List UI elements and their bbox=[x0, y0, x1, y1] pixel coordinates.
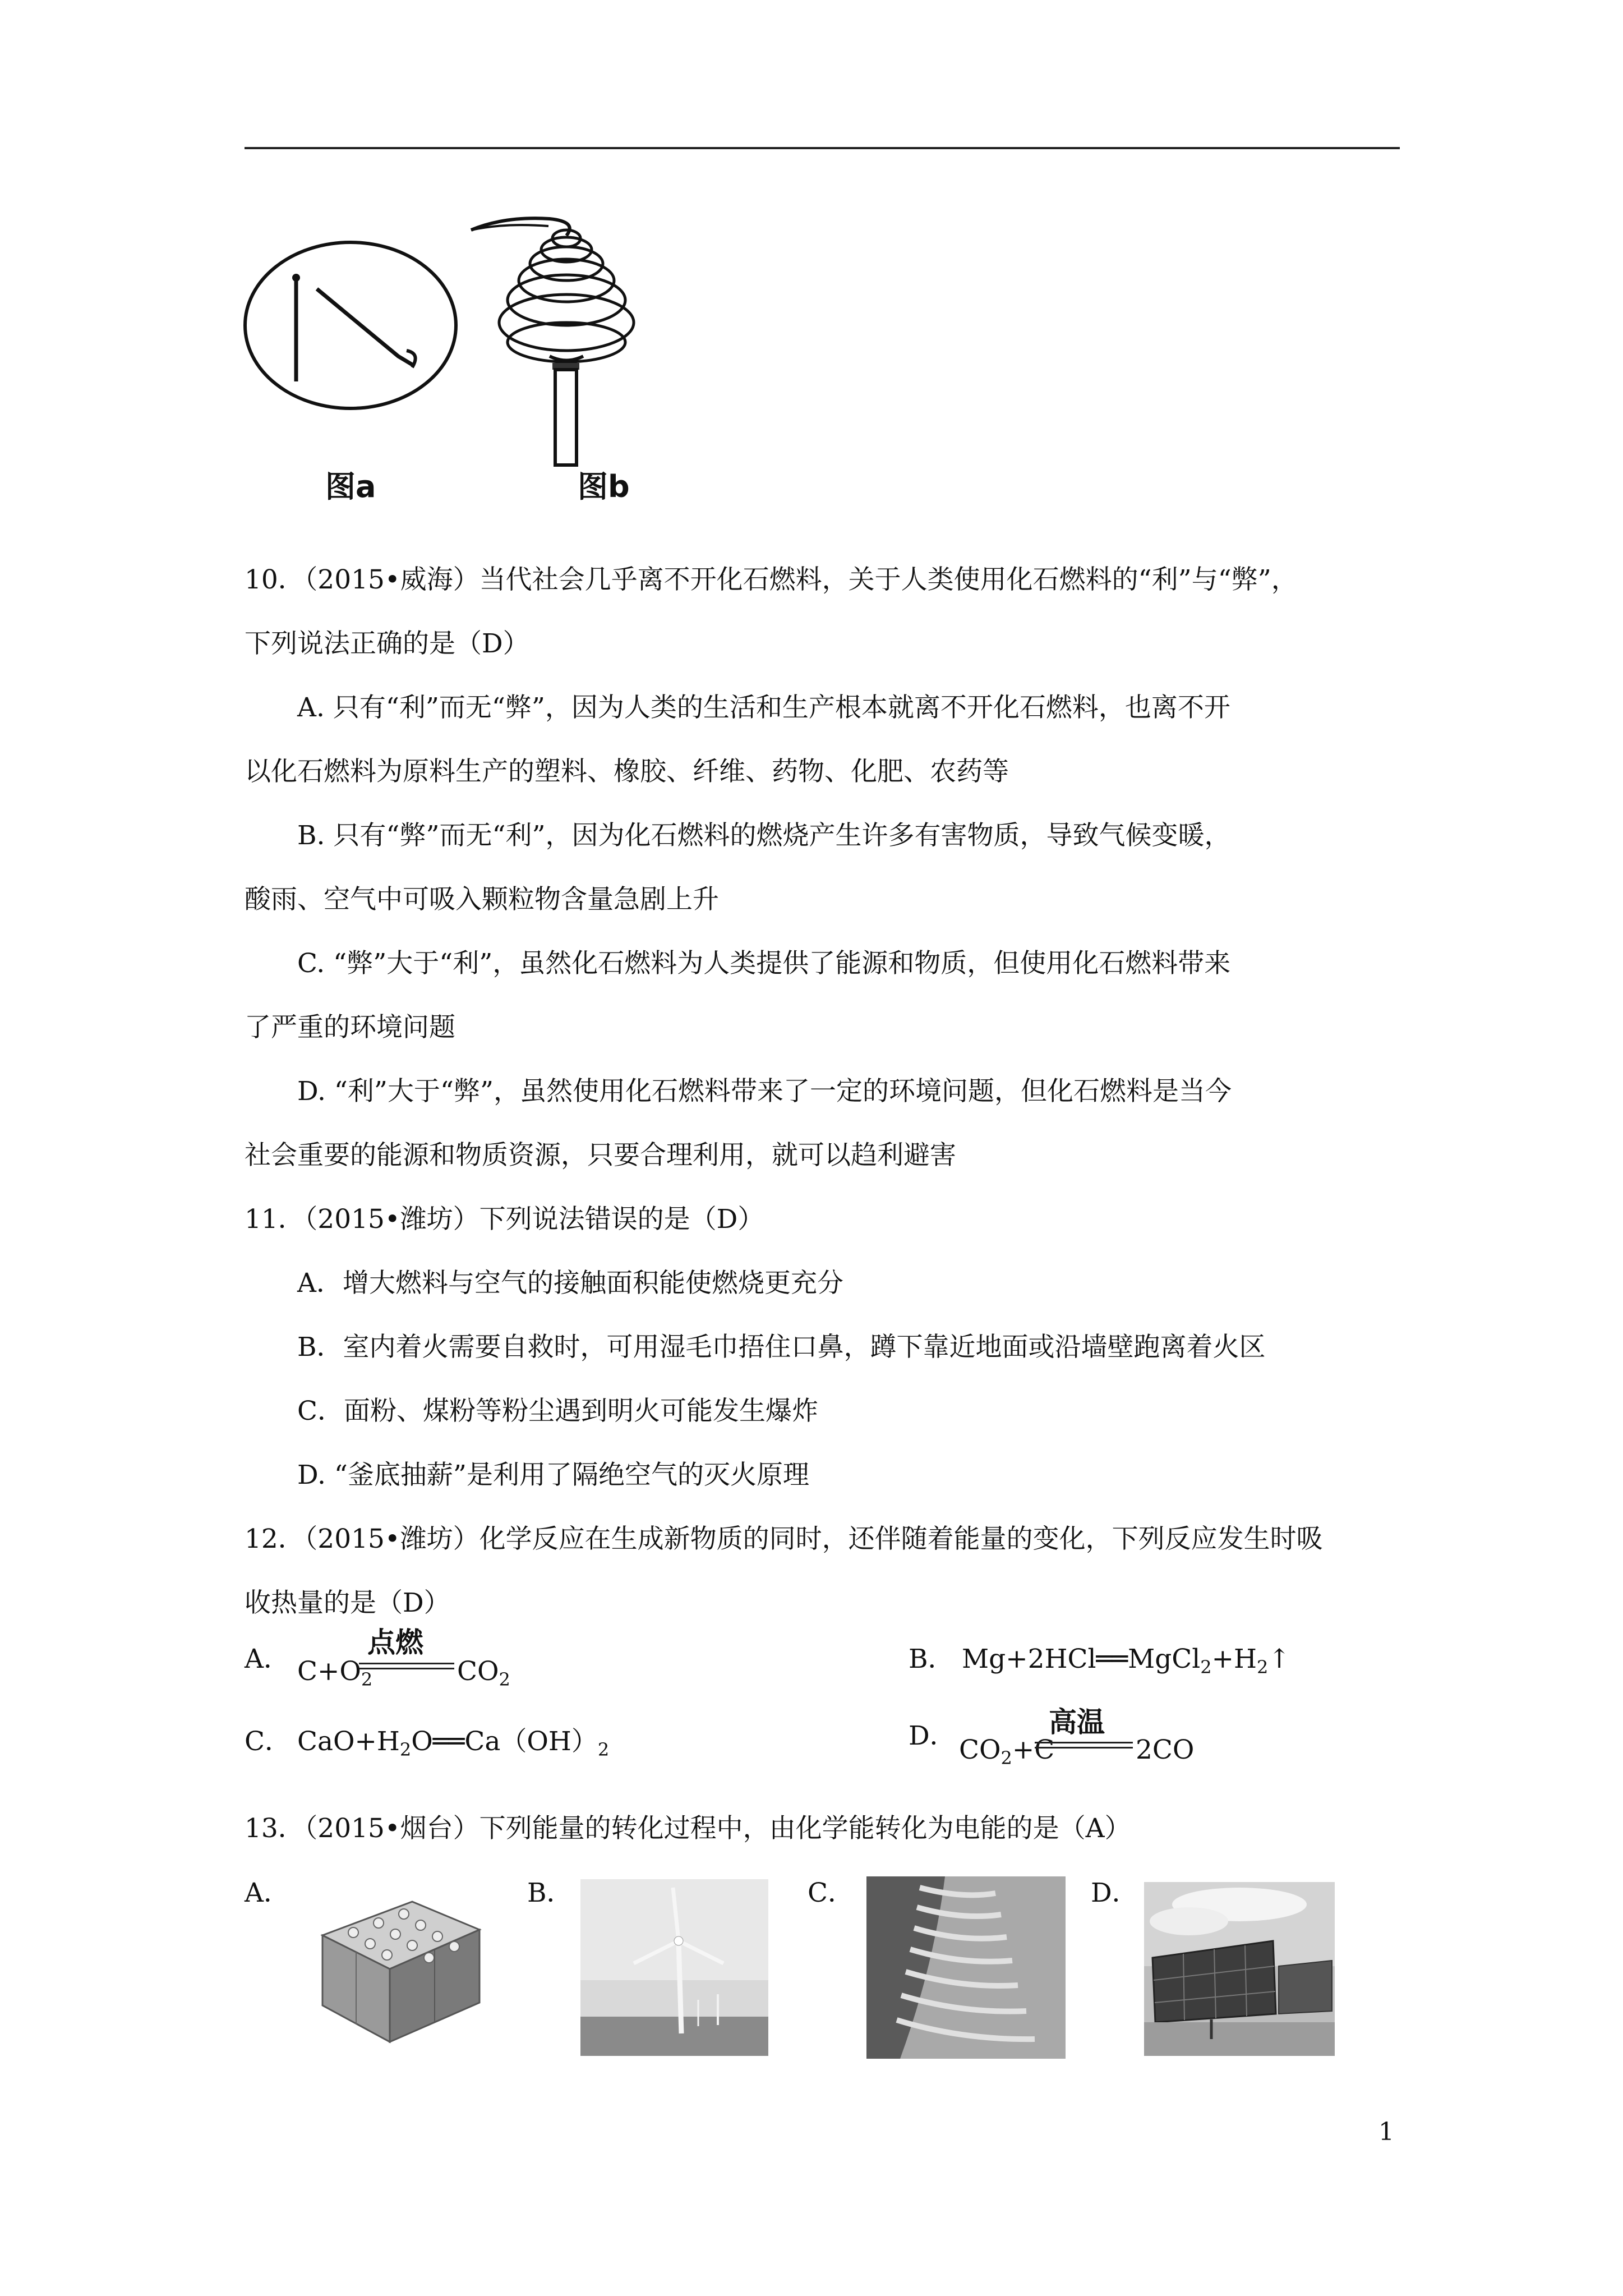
q12-c-equation-part2: O══Ca（OH） bbox=[411, 1726, 598, 1757]
q11-option-a: A．增大燃料与空气的接触面积能使燃烧更充分 bbox=[297, 1268, 843, 1299]
q10-option-c-line2: 了严重的环境问题 bbox=[245, 1012, 455, 1043]
q12-c-subscript2: 2 bbox=[597, 1739, 610, 1760]
q12-d-equals-sign bbox=[1035, 1742, 1133, 1749]
q12-b-equation-part1: Mg+2HCl══MgCl bbox=[962, 1644, 1201, 1674]
q12-a-reactants: C+O bbox=[297, 1656, 361, 1687]
q12-a-product-subscript: 2 bbox=[499, 1669, 510, 1690]
q12-option-c-label: C． bbox=[245, 1726, 291, 1757]
q12-stem-line1: 12．（2015•潍坊）化学反应在生成新物质的同时，还伴随着能量的变化，下列反应发生时吸 bbox=[245, 1524, 1323, 1554]
q10-option-b-line1: B. 只有“弊”而无“利”，因为化石燃料的燃烧产生许多有害物质，导致气候变暖， bbox=[297, 820, 1231, 851]
q11-option-c: C．面粉、煤粉等粉尘遇到明火可能发生爆炸 bbox=[297, 1396, 818, 1427]
q12-c-equation-part1: CaO+H bbox=[297, 1726, 400, 1757]
header-rule bbox=[245, 147, 1400, 149]
battery-pack-image bbox=[300, 1879, 491, 2059]
q12-stem-line2: 收热量的是（D） bbox=[245, 1588, 450, 1618]
q12-d-condition: 高温 bbox=[1049, 1706, 1105, 1738]
q13-stem: 13．（2015•烟台）下列能量的转化过程中，由化学能转化为电能的是（A） bbox=[245, 1813, 1131, 1844]
heat-exchanger-fins-image bbox=[866, 1876, 1066, 2059]
q12-d-reactant-subscript: 2 bbox=[1000, 1747, 1012, 1769]
q13-option-d-label: D． bbox=[1091, 1878, 1138, 1908]
q12-b-equation-part2: +H bbox=[1211, 1644, 1257, 1674]
q12-b-gas-arrow: ↑ bbox=[1268, 1644, 1290, 1674]
figure-b-caption: 图b bbox=[578, 469, 630, 504]
q13-option-b-label: B． bbox=[527, 1878, 573, 1908]
q10-option-a-line2: 以化石燃料为原料生产的塑料、橡胶、纤维、药物、化肥、农药等 bbox=[245, 756, 1009, 787]
q12-option-d-label: D． bbox=[909, 1720, 956, 1751]
q13-option-a-label: A． bbox=[245, 1878, 290, 1908]
q12-option-a-product bbox=[457, 1655, 510, 1696]
q10-option-c-line1: C. “弊”大于“利”，虽然化石燃料为人类提供了能源和物质，但使用化石燃料带来 bbox=[297, 948, 1231, 979]
q12-c-subscript1: 2 bbox=[399, 1739, 412, 1760]
q12-option-d-reactants bbox=[959, 1733, 1054, 1775]
q12-option-b-label: B． bbox=[909, 1644, 955, 1674]
q10-stem-line1: 10．（2015•威海）当代社会几乎离不开化石燃料，关于人类使用化石燃料的“利”与“弊”， bbox=[245, 564, 1298, 595]
q12-b-subscript1: 2 bbox=[1200, 1657, 1212, 1678]
q10-option-d-line2: 社会重要的能源和物质资源，只要合理利用，就可以趋利避害 bbox=[245, 1140, 956, 1171]
solar-panel-image bbox=[1144, 1882, 1335, 2056]
figure-a-diagram bbox=[241, 236, 465, 415]
q10-option-a-line1: A. 只有“利”而无“弊”，因为人类的生活和生产根本就离不开化石燃料，也离不开 bbox=[297, 692, 1230, 723]
q10-stem-line2: 下列说法正确的是（D） bbox=[245, 628, 529, 659]
q12-option-a-label: A． bbox=[245, 1644, 290, 1674]
q12-option-c-equation bbox=[297, 1725, 609, 1766]
q12-option-b-equation bbox=[962, 1642, 1290, 1684]
q11-stem: 11．（2015•潍坊）下列说法错误的是（D） bbox=[245, 1204, 764, 1235]
q12-a-equals-sign bbox=[359, 1663, 454, 1669]
q12-a-condition: 点燃 bbox=[367, 1626, 423, 1659]
q12-d-reactant2: +C bbox=[1012, 1734, 1055, 1765]
q12-a-product: CO bbox=[457, 1656, 499, 1687]
q10-option-d-line1: D. “利”大于“弊”，虽然使用化石燃料带来了一定的环境问题，但化石燃料是当今 bbox=[297, 1076, 1232, 1107]
q12-d-reactant1: CO bbox=[959, 1734, 1001, 1765]
figure-b-diagram bbox=[465, 205, 667, 496]
q10-option-b-line2: 酸雨、空气中可吸入颗粒物含量急剧上升 bbox=[245, 884, 719, 915]
wind-turbine-image bbox=[580, 1879, 768, 2056]
page-number: 1 bbox=[1378, 2118, 1394, 2146]
q12-d-product: 2CO bbox=[1136, 1734, 1195, 1765]
q13-option-c-label: C． bbox=[808, 1878, 854, 1908]
q11-option-b: B．室内着火需要自救时，可用湿毛巾捂住口鼻，蹲下靠近地面或沿墙壁跑离着火区 bbox=[297, 1332, 1266, 1363]
q12-a-reactant-subscript: 2 bbox=[361, 1669, 373, 1690]
q11-option-d: D. “釜底抽薪”是利用了隔绝空气的灭火原理 bbox=[297, 1460, 809, 1490]
q12-option-a-equation bbox=[297, 1655, 372, 1696]
figure-a-caption: 图a bbox=[325, 469, 376, 504]
q12-b-subscript2: 2 bbox=[1257, 1657, 1269, 1678]
